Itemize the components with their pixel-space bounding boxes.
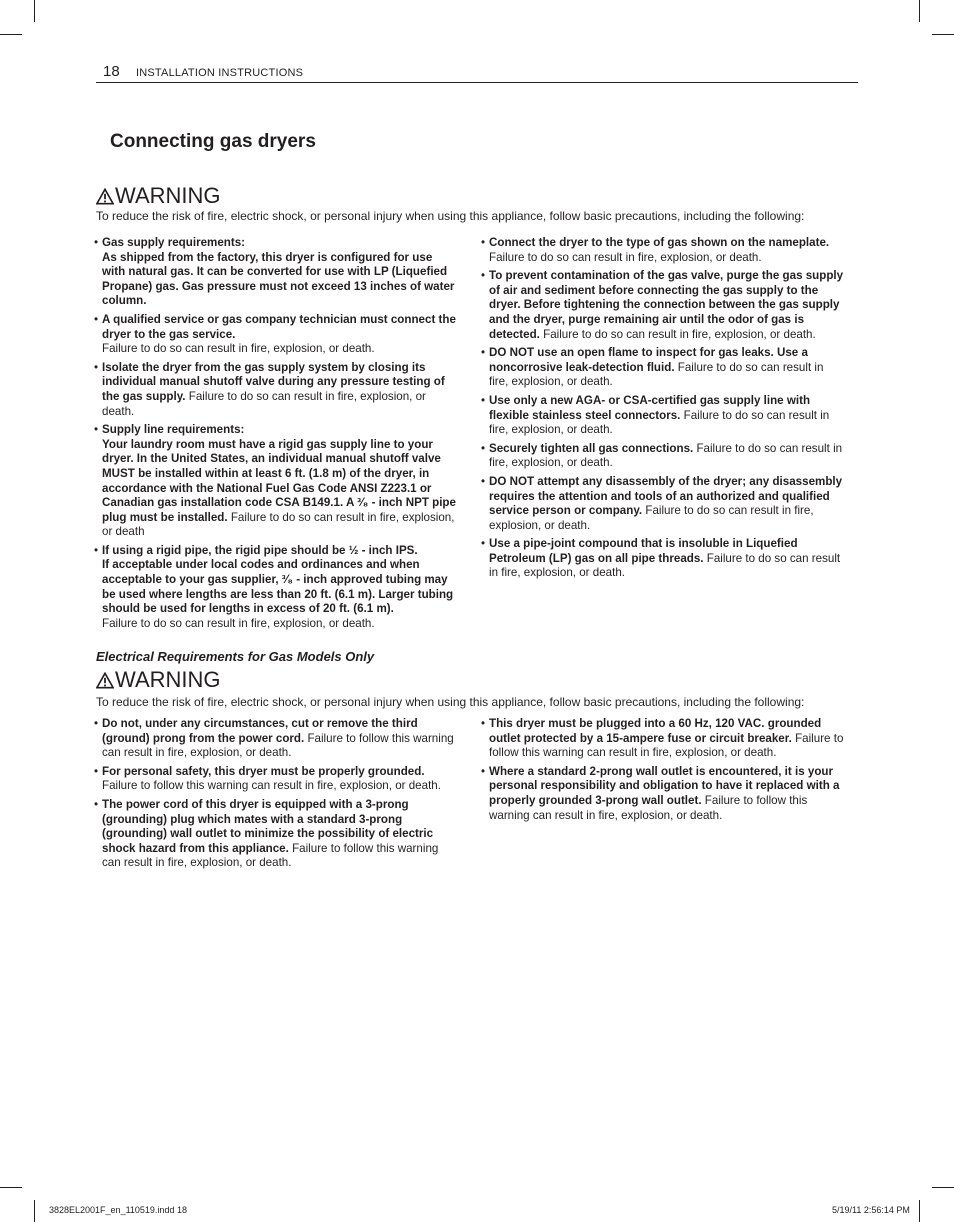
warning-intro: To reduce the risk of fire, electric shock, or personal injury when using this appliance, follow basic precautions, including the following: — [96, 695, 805, 709]
list-item — [94, 765, 458, 794]
list-item-bold-text: Supply line requirements: Your laundry room must have a rigid gas supply line to your dryer. In the United States, an individual manual shutoff valve MUST be installed within at least 6 ft. (1.8 m) of the dryer, in accordance with the National Fuel Gas Code ANSI Z223.1 or Canadian gas installation code CSA B149.1. A ³⁄₈ - inch NPT pipe plug must be installed. — [102, 423, 456, 524]
gas-requirements-left-column — [94, 236, 458, 635]
crop-mark — [919, 0, 920, 22]
list-item — [481, 394, 845, 438]
list-item — [94, 423, 458, 540]
crop-mark — [919, 1200, 920, 1222]
page-title: Connecting gas dryers — [110, 131, 316, 152]
list-item — [481, 765, 845, 823]
list-item — [94, 236, 458, 309]
warning-heading — [96, 667, 221, 693]
list-item — [481, 537, 845, 581]
list-item-text: Failure to do so can result in fire, explosion, or death. — [489, 441, 843, 470]
list-item-text: Failure to do so can result in fire, explosion, or death. — [102, 342, 375, 356]
list-item — [481, 442, 845, 471]
list-item-bold-text: For personal safety, this dryer must be properly grounded. — [102, 764, 425, 778]
list-item — [94, 361, 458, 419]
list-item-bold-text: Where a standard 2-prong wall outlet is encountered, it is your personal responsibility and obligation to have it replaced with a properly grounded 3-prong wall outlet. — [489, 764, 840, 807]
list-item-text: Failure to follow this warning can result in fire, explosion, or death. — [102, 731, 454, 760]
list-item — [481, 346, 845, 390]
electrical-requirements-right-column — [481, 717, 845, 827]
list-item-bold-text: Isolate the dryer from the gas supply system by closing its individual manual shutoff valve during any pressure testing of the gas supply. — [102, 360, 445, 403]
crop-mark — [932, 1187, 954, 1188]
page-number: 18 — [103, 63, 120, 80]
list-item-text: Failure to follow this warning can result in fire, explosion, or death. — [102, 841, 439, 870]
list-item-bold-text: DO NOT attempt any disassembly of the dryer; any disassembly requires the attention and tools of an authorized and qualified service person or company. — [489, 474, 843, 518]
crop-mark — [932, 34, 954, 35]
list-item-bold-text: Use only a new AGA- or CSA-certified gas supply line with flexible stainless steel connectors. — [489, 393, 811, 422]
electrical-heading: Electrical Requirements for Gas Models Only — [96, 649, 375, 664]
crop-mark — [0, 1187, 22, 1188]
list-item-text: Failure to do so can result in fire, explosion, or death. — [489, 551, 841, 580]
list-item — [481, 236, 845, 265]
list-item — [481, 475, 845, 533]
crop-mark — [34, 0, 35, 22]
warning-triangle-icon — [96, 672, 114, 689]
list-item — [94, 544, 458, 632]
list-item-bold-text: Connect the dryer to the type of gas shown on the nameplate. — [489, 236, 830, 249]
list-item — [94, 798, 458, 871]
electrical-requirements-left-column — [94, 717, 458, 875]
section-label: INSTALLATION INSTRUCTIONS — [136, 67, 304, 79]
list-item-text: Failure to do so can result in fire, explosion, or death. — [489, 250, 762, 264]
warning-heading — [96, 183, 221, 209]
list-item-text: Failure to do so can result in fire, explosion, or death. — [539, 327, 816, 341]
list-item-bold-text: If using a rigid pipe, the rigid pipe should be ½ - inch IPS. If acceptable under local codes and ordinances and when acceptable to your gas supplier, ³⁄₈ - inch approved tubing may be used where lengths are less than 20 ft. (6.1 m). Larger tubing should be used for lengths in excess of 20 ft. (6.1 m). — [102, 543, 454, 616]
header-rule — [96, 82, 858, 83]
list-item — [94, 313, 458, 357]
crop-mark — [0, 34, 22, 35]
list-item-text: Failure to do so can result in fire, explosion, or death. — [102, 389, 426, 418]
list-item-text: Failure to follow this warning can result in fire, explosion, or death. — [102, 779, 441, 793]
list-item-bold-text: This dryer must be plugged into a 60 Hz, 120 VAC. grounded outlet protected by a 15-ampere fuse or circuit breaker. — [489, 717, 822, 745]
gas-requirements-right-column — [481, 236, 845, 585]
warning-triangle-icon — [96, 188, 114, 205]
list-item-bold-text: Gas supply requirements: As shipped from the factory, this dryer is configured for use with natural gas. It can be converted for use with LP (Liquefied Propane) gas. Gas pressure must not exceed 13 inches of water column. — [102, 236, 455, 308]
list-item-text: Failure to do so can result in fire, explosion, or death. — [489, 408, 830, 437]
list-item-text: Failure to follow this warning can result in fire, explosion, or death. — [489, 793, 808, 822]
list-item-text: Failure to do so can result in fire, explosion, or death — [102, 510, 455, 539]
list-item-bold-text: DO NOT use an open flame to inspect for gas leaks. Use a noncorrosive leak-detection fluid. — [489, 346, 808, 374]
list-item-text: Failure to do so can result in fire, explosion, or death. — [489, 360, 824, 389]
list-item — [481, 717, 845, 761]
warning-intro: To reduce the risk of fire, electric shock, or personal injury when using this appliance, follow basic precautions, including the following: — [96, 209, 805, 223]
footer-timestamp: 5/19/11 2:56:14 PM — [832, 1205, 910, 1215]
list-item-bold-text: A qualified service or gas company technician must connect the dryer to the gas service. — [102, 312, 456, 341]
list-item — [481, 269, 845, 342]
list-item-bold-text: Use a pipe-joint compound that is insoluble in Liquefied Petroleum (LP) gas on all pipe threads. — [489, 537, 798, 565]
list-item — [94, 717, 458, 761]
list-item-bold-text: Do not, under any circumstances, cut or remove the third (ground) prong from the power cord. — [102, 717, 418, 745]
warning-label: WARNING — [115, 667, 221, 692]
list-item-bold-text: The power cord of this dryer is equipped with a 3-prong (grounding) plug which mates with a standard 3-prong (grounding) wall outlet to minimize the possibility of electric shock hazard from this appliance. — [102, 797, 434, 855]
warning-label: WARNING — [115, 183, 221, 208]
footer-file-name: 3828EL2001F_en_110519.indd 18 — [49, 1205, 187, 1215]
list-item-bold-text: Securely tighten all gas connections. — [489, 441, 694, 455]
list-item-text: Failure to follow this warning can result in fire, explosion, or death. — [489, 731, 844, 760]
crop-mark — [34, 1200, 35, 1222]
list-item-text: Failure to do so can result in fire, explosion, or death. — [489, 504, 814, 532]
list-item-bold-text: To prevent contamination of the gas valve, purge the gas supply of air and sediment before connecting the gas supply to the dryer. Before tightening the connection between the gas supply and the dryer, purge remaining air until the odor of gas is detected. — [489, 269, 844, 341]
list-item-text: Failure to do so can result in fire, explosion, or death. — [102, 616, 375, 630]
